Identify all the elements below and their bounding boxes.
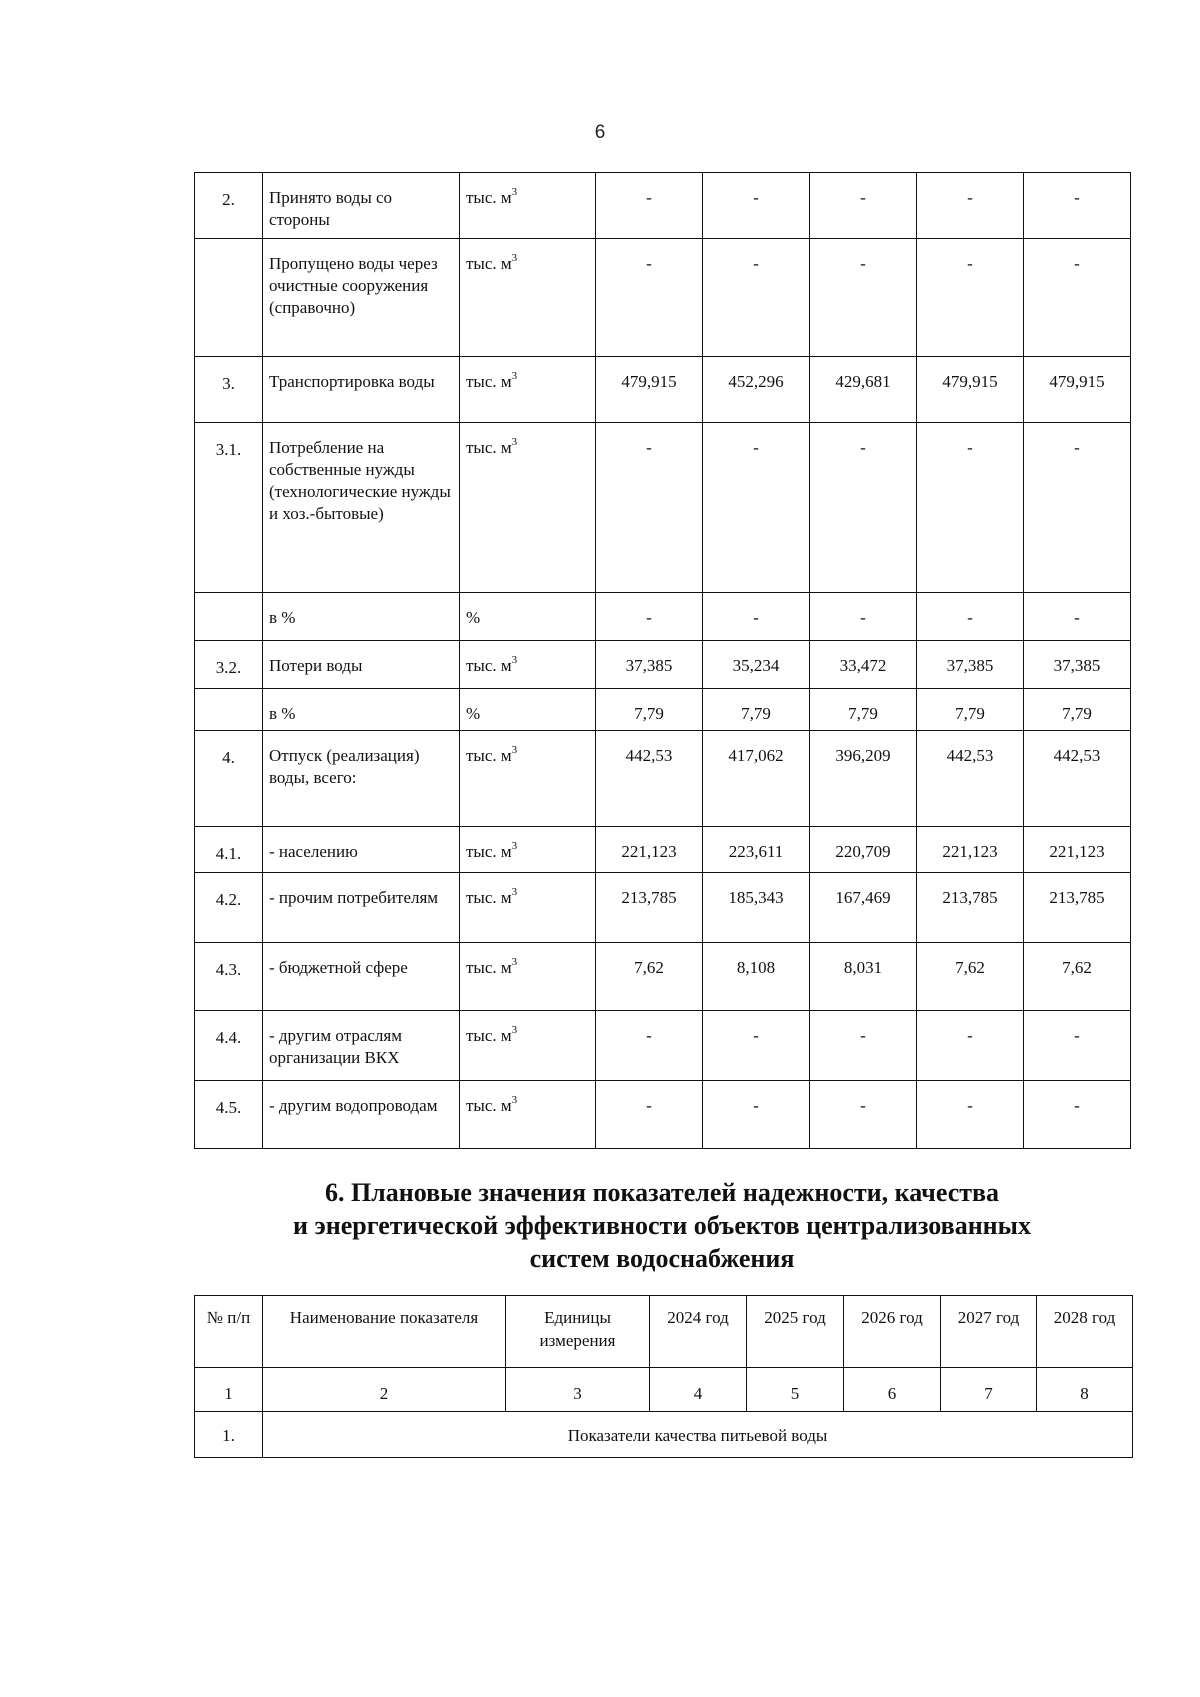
section-row-num: 1.	[195, 1412, 263, 1458]
row-number-cell: 3.	[195, 357, 263, 423]
value-cell-2026: 33,472	[810, 641, 917, 689]
value-cell-2024: -	[596, 1011, 703, 1081]
value-cell-2025: 417,062	[703, 731, 810, 827]
value-cell-2026: 167,469	[810, 873, 917, 943]
indicator-name-cell: Потери воды	[263, 641, 460, 689]
value-cell-2025: 452,296	[703, 357, 810, 423]
index-cell: 3	[506, 1368, 650, 1412]
unit-superscript: 3	[511, 840, 518, 853]
value-cell-2027: -	[917, 593, 1024, 641]
indicator-name-cell: Пропущено воды через очистные сооружения (справочно)	[263, 239, 460, 357]
unit-cell	[460, 357, 596, 423]
row-number-cell	[195, 239, 263, 357]
value-cell-2024: -	[596, 1081, 703, 1149]
unit-cell	[460, 943, 596, 1011]
unit-cell	[460, 593, 596, 641]
table-row	[195, 641, 1131, 689]
table-row	[195, 1081, 1131, 1149]
unit-label: тыс. м	[466, 254, 512, 273]
index-cell: 7	[941, 1368, 1037, 1412]
index-cell: 5	[747, 1368, 844, 1412]
value-cell-2024: 7,62	[596, 943, 703, 1011]
indicator-name-cell: - другим отраслям организации ВКХ	[263, 1011, 460, 1081]
table-row	[195, 423, 1131, 593]
water-balance-table	[194, 172, 1131, 1149]
value-cell-2025: -	[703, 1081, 810, 1149]
value-cell-2028: -	[1024, 423, 1131, 593]
indicator-name-cell: в %	[263, 593, 460, 641]
value-cell-2024: -	[596, 239, 703, 357]
table-row	[195, 689, 1131, 731]
table-row	[195, 357, 1131, 423]
header-cell-num: № п/п	[195, 1296, 263, 1368]
value-cell-2024: 442,53	[596, 731, 703, 827]
value-cell-2028: -	[1024, 593, 1131, 641]
indicator-name-cell: Транспортировка воды	[263, 357, 460, 423]
page-number: 6	[594, 122, 606, 143]
unit-label: тыс. м	[466, 888, 512, 907]
unit-label: тыс. м	[466, 656, 512, 675]
unit-cell	[460, 827, 596, 873]
value-cell-2027: 7,62	[917, 943, 1024, 1011]
value-cell-2025: -	[703, 423, 810, 593]
unit-superscript: 3	[511, 1024, 518, 1037]
unit-cell	[460, 1081, 596, 1149]
header-cell-2026: 2026 год	[844, 1296, 941, 1368]
value-cell-2027: -	[917, 423, 1024, 593]
value-cell-2025: -	[703, 593, 810, 641]
indicator-name-cell: - бюджетной сфере	[263, 943, 460, 1011]
value-cell-2028: 7,62	[1024, 943, 1131, 1011]
value-cell-2024: -	[596, 423, 703, 593]
indicators-index-row	[195, 1368, 1133, 1412]
value-cell-2025: -	[703, 239, 810, 357]
value-cell-2026: -	[810, 1081, 917, 1149]
row-number-cell	[195, 593, 263, 641]
value-cell-2025: 223,611	[703, 827, 810, 873]
value-cell-2028: 37,385	[1024, 641, 1131, 689]
value-cell-2027: -	[917, 1081, 1024, 1149]
value-cell-2027: -	[917, 1011, 1024, 1081]
value-cell-2026: -	[810, 1011, 917, 1081]
value-cell-2026: -	[810, 239, 917, 357]
row-number-cell: 4.4.	[195, 1011, 263, 1081]
value-cell-2025: -	[703, 173, 810, 239]
header-cell-unit: Единицы измерения	[506, 1296, 650, 1368]
value-cell-2026: -	[810, 593, 917, 641]
unit-label: %	[466, 704, 481, 723]
unit-cell	[460, 173, 596, 239]
indicators-table	[194, 1295, 1133, 1458]
unit-superscript: 3	[511, 744, 518, 757]
unit-label: %	[466, 608, 481, 627]
unit-superscript: 3	[511, 1094, 518, 1107]
unit-superscript: 3	[511, 654, 518, 667]
unit-superscript: 3	[511, 886, 518, 899]
value-cell-2027: 37,385	[917, 641, 1024, 689]
unit-label: тыс. м	[466, 1096, 512, 1115]
value-cell-2027: -	[917, 239, 1024, 357]
section-title-line-1: 6. Плановые значения показателей надежности, качества	[324, 1178, 1000, 1207]
value-cell-2024: 213,785	[596, 873, 703, 943]
indicator-name-cell: - населению	[263, 827, 460, 873]
value-cell-2026: 396,209	[810, 731, 917, 827]
section-title	[194, 1176, 1130, 1275]
value-cell-2028: 479,915	[1024, 357, 1131, 423]
row-number-cell: 4.5.	[195, 1081, 263, 1149]
value-cell-2026: -	[810, 423, 917, 593]
row-number-cell	[195, 689, 263, 731]
value-cell-2027: 221,123	[917, 827, 1024, 873]
unit-label: тыс. м	[466, 188, 512, 207]
unit-superscript: 3	[511, 956, 518, 969]
row-number-cell: 3.1.	[195, 423, 263, 593]
value-cell-2028: -	[1024, 1011, 1131, 1081]
header-cell-2028: 2028 год	[1037, 1296, 1133, 1368]
value-cell-2027: 7,79	[917, 689, 1024, 731]
indicator-name-cell: Принято воды со стороны	[263, 173, 460, 239]
value-cell-2027: 213,785	[917, 873, 1024, 943]
index-cell: 6	[844, 1368, 941, 1412]
value-cell-2028: -	[1024, 173, 1131, 239]
value-cell-2024: -	[596, 173, 703, 239]
index-cell: 1	[195, 1368, 263, 1412]
table-row	[195, 173, 1131, 239]
table-row	[195, 239, 1131, 357]
table-row	[195, 593, 1131, 641]
unit-label: тыс. м	[466, 372, 512, 391]
value-cell-2024: 479,915	[596, 357, 703, 423]
unit-label: тыс. м	[466, 842, 512, 861]
value-cell-2028: 442,53	[1024, 731, 1131, 827]
value-cell-2028: 221,123	[1024, 827, 1131, 873]
unit-cell	[460, 641, 596, 689]
table-row	[195, 873, 1131, 943]
table-row	[195, 827, 1131, 873]
header-cell-name: Наименование показателя	[263, 1296, 506, 1368]
indicators-header-row	[195, 1296, 1133, 1368]
index-cell: 4	[650, 1368, 747, 1412]
value-cell-2027: -	[917, 173, 1024, 239]
unit-cell	[460, 731, 596, 827]
value-cell-2025: 35,234	[703, 641, 810, 689]
unit-cell	[460, 239, 596, 357]
value-cell-2025: 185,343	[703, 873, 810, 943]
value-cell-2024: 7,79	[596, 689, 703, 731]
value-cell-2024: -	[596, 593, 703, 641]
unit-cell	[460, 873, 596, 943]
row-number-cell: 4.2.	[195, 873, 263, 943]
indicator-name-cell: Потребление на собственные нужды (технологические нужды и хоз.-бытовые)	[263, 423, 460, 593]
section-title-line-3: систем водоснабжения	[529, 1244, 795, 1273]
header-cell-2024: 2024 год	[650, 1296, 747, 1368]
unit-superscript: 3	[511, 186, 518, 199]
table-row	[195, 1011, 1131, 1081]
value-cell-2025: 8,108	[703, 943, 810, 1011]
header-cell-2025: 2025 год	[747, 1296, 844, 1368]
header-cell-2027: 2027 год	[941, 1296, 1037, 1368]
value-cell-2026: -	[810, 173, 917, 239]
value-cell-2025: -	[703, 1011, 810, 1081]
row-number-cell: 3.2.	[195, 641, 263, 689]
row-number-cell: 4.1.	[195, 827, 263, 873]
index-cell: 8	[1037, 1368, 1133, 1412]
value-cell-2028: 7,79	[1024, 689, 1131, 731]
value-cell-2025: 7,79	[703, 689, 810, 731]
unit-cell	[460, 1011, 596, 1081]
table-row	[195, 731, 1131, 827]
value-cell-2026: 220,709	[810, 827, 917, 873]
row-number-cell: 2.	[195, 173, 263, 239]
value-cell-2028: -	[1024, 239, 1131, 357]
section-title-line-2: и энергетической эффективности объектов централизованных	[293, 1211, 1031, 1240]
row-number-cell: 4.3.	[195, 943, 263, 1011]
indicator-name-cell: Отпуск (реализация) воды, всего:	[263, 731, 460, 827]
indicator-name-cell: - прочим потребителям	[263, 873, 460, 943]
unit-superscript: 3	[511, 252, 518, 265]
row-number-cell: 4.	[195, 731, 263, 827]
value-cell-2028: -	[1024, 1081, 1131, 1149]
value-cell-2026: 8,031	[810, 943, 917, 1011]
value-cell-2028: 213,785	[1024, 873, 1131, 943]
unit-superscript: 3	[511, 370, 518, 383]
value-cell-2024: 221,123	[596, 827, 703, 873]
unit-cell	[460, 689, 596, 731]
value-cell-2027: 442,53	[917, 731, 1024, 827]
section-row-label: Показатели качества питьевой воды	[263, 1412, 1133, 1458]
value-cell-2024: 37,385	[596, 641, 703, 689]
index-cell: 2	[263, 1368, 506, 1412]
indicators-section-row	[195, 1412, 1133, 1458]
unit-label: тыс. м	[466, 746, 512, 765]
unit-label: тыс. м	[466, 438, 512, 457]
indicator-name-cell: в %	[263, 689, 460, 731]
unit-label: тыс. м	[466, 1026, 512, 1045]
unit-label: тыс. м	[466, 958, 512, 977]
indicator-name-cell: - другим водопроводам	[263, 1081, 460, 1149]
value-cell-2026: 429,681	[810, 357, 917, 423]
table-row	[195, 943, 1131, 1011]
value-cell-2026: 7,79	[810, 689, 917, 731]
unit-superscript: 3	[511, 436, 518, 449]
unit-cell	[460, 423, 596, 593]
value-cell-2027: 479,915	[917, 357, 1024, 423]
